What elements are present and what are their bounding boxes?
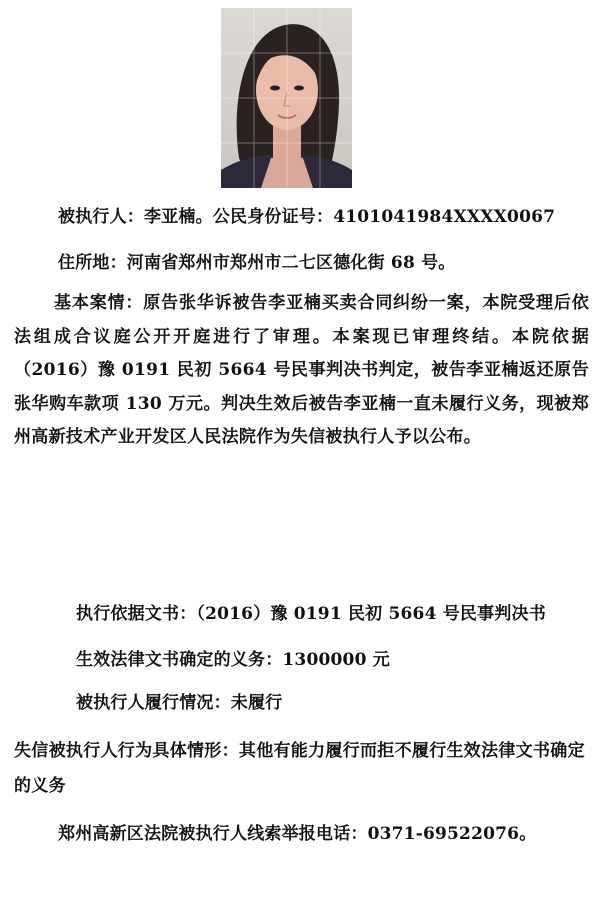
dishonest-situation-paragraph: 失信被执行人行为具体情形：其他有能力履行而拒不履行生效法律文书确定的义务 — [14, 741, 585, 796]
basis-document-line: 执行依据文书：（2016）豫 0191 民初 5664 号民事判决书 — [76, 604, 546, 624]
performance-status-line: 被执行人履行情况：未履行 — [76, 693, 283, 713]
report-hotline-line: 郑州高新区法院被执行人线索举报电话：0371-69522076。 — [58, 824, 537, 844]
case-details-paragraph: 基本案情：原告张华诉被告李亚楠买卖合同纠纷一案，本院受理后依法组成合议庭公开开庭进行了审理。本案现已审理终结。本院依据（2016）豫 0191 民初 5664 号民事判决书判定，被告李亚楠返还原告张华购车款项 130 万元。判决生效后被告李亚楠一直未履行义务，现被郑州高新技术产业开发区人民法院作为失信被执行人予以公布。 — [14, 293, 589, 447]
person-photo — [221, 8, 352, 188]
obligation-line: 生效法律文书确定的义务：1300000 元 — [76, 650, 390, 670]
residence-line: 住所地：河南省郑州市郑州市二七区德化街 68 号。 — [58, 253, 456, 273]
executed-person-id-line: 被执行人：李亚楠。公民身份证号：4101041984XXXX0067 — [58, 207, 556, 227]
